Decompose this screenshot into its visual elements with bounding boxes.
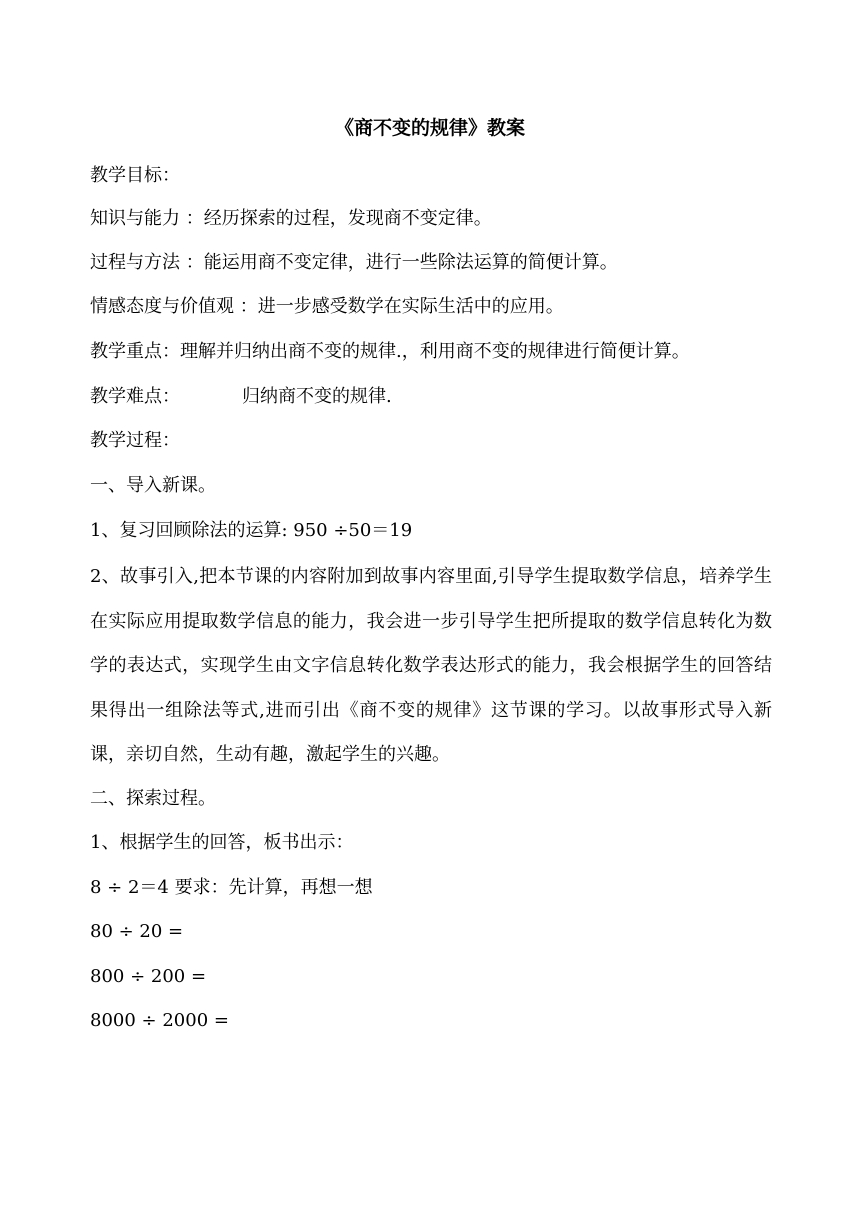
review-line: 1、复习回顾除法的运算: 950 ÷50＝19 <box>90 520 413 541</box>
difficulty-label: 教学难点： <box>90 386 180 407</box>
objectives-heading: 教学目标： <box>90 165 180 186</box>
board-intro: 1、根据学生的回答，板书出示： <box>90 832 354 853</box>
story-paragraph: 2、故事引入,把本节课的内容附加到故事内容里面,引导学生提取数学信息，培养学生在实际应用提取数学信息的能力，我会进一步引导学生把所提取的数学信息转化为数学的表达式，实现学生由文字信息转化数学表达形式的能力，我会根据学生的回答结果得出一组除法等式,进而引出《商不变的规律》这节课的学习。以故事形式导入新课，亲切自然，生动有趣，激起学生的兴趣。 <box>90 566 772 765</box>
section1-heading: 一、导入新课。 <box>90 475 216 496</box>
process-heading: 教学过程： <box>90 430 180 451</box>
objective-knowledge: 知识与能力 ：经历探索的过程，发现商不变定律。 <box>90 208 492 229</box>
equation-1: 8 ÷ 2＝4 要求：先计算，再想一想 <box>90 877 373 898</box>
key-point: 教学重点：理解并归纳出商不变的规律.，利用商不变的规律进行简便计算。 <box>90 341 690 362</box>
difficulty-line <box>90 383 780 411</box>
objective-attitude: 情感态度与价值观 ：进一步感受数学在实际生活中的应用。 <box>90 296 564 317</box>
document-title: 《商不变的规律》教案 <box>334 117 525 139</box>
objective-process-method: 过程与方法 ：能运用商不变定律，进行一些除法运算的简便计算。 <box>90 252 618 273</box>
difficulty-text: 归纳商不变的规律. <box>242 386 392 407</box>
section2-heading: 二、探索过程。 <box>90 788 216 809</box>
equation-3: 800 ÷ 200 = <box>90 966 207 987</box>
equation-2: 80 ÷ 20 = <box>90 921 184 942</box>
equation-4: 8000 ÷ 2000 = <box>90 1010 229 1031</box>
